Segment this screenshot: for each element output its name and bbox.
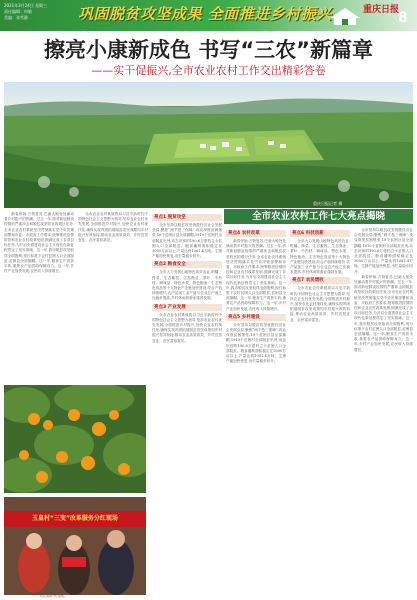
- header-banner-bar: [0, 0, 417, 31]
- paragraph: 全市农业农村系统将以习近平新时代中国特色社会主义思想为指导,坚持农业农村优先发展,全面推进乡村振兴,加快农业农村现代化,确保实现巩固拓展脱贫攻坚成果同乡村振兴有效衔接,推动农业高质高效、乡村宜居宜业、农民富裕富足。: [152, 312, 222, 343]
- paragraph: 新春伊始,万物复苏,巴渝大地处处涌动着乡村振兴的热潮。过去一年,面对新冠肺炎疫情的严重冲击和脱贫攻坚收官的艰巨任务,全市农业农村系统坚决贯彻落实党中央决策部署和市委、市政府工作要求,统筹推进疫情防控和农业农村改革发展,圆满完成了各项目标任务,为开启全面建设社会主义现代化新征程奠定了坚实基础。这一年,我市脱贫攻坚取得全面胜利,现行标准下农村贫困人口全部脱贫,贫困县全部摘帽。这一年,粮食生产再获丰收,重要农产品供给保障有力。这一年,乡村产业加快发展,农民收入持续增长。: [226, 239, 286, 311]
- paragraph: 全市坚持以脱贫攻坚统揽经济社会发展全局,聚焦“两不愁三保障”,攻克深度贫困堡垒,18个贫困区县全部摘帽,1919个贫困村全部脱贫出列,动态识别的190.6万建档立卡贫困人口全部脱贫。粮食播种面积稳定在3000万亩以上,产量达到1081.4万吨。生猪产能加快恢复,出栏量稳步回升。: [152, 223, 222, 259]
- paragraph: 全市坚持以脱贫攻坚统揽经济社会发展全局,聚焦“两不愁三保障”,攻克深度贫困堡垒,18个贫困区县全部摘帽,1919个贫困村全部脱贫出列,动态识别的190.6万建档立卡贫困人口全部脱贫。粮食播种面积稳定在3000万亩以上,产量达到1081.4万吨。生猪产能加快恢复,出栏量稳步回升。: [354, 228, 413, 274]
- section-head: 亮点3 产业发展: [152, 304, 222, 311]
- dividend-banner-text: 玉皇村“三变”改革服务分红现场: [32, 515, 118, 522]
- section-head: 亮点1 脱贫攻坚: [152, 214, 222, 221]
- meta-line: 责任编辑：何敏: [4, 9, 32, 14]
- section-head: 亮点5 乡村建设: [226, 314, 286, 321]
- article-subtitle: ——实干促振兴,全市农业农村工作交出精彩答卷: [91, 64, 326, 77]
- page-number: 8: [398, 10, 408, 26]
- section-head: 亮点7 农民增收: [290, 277, 350, 284]
- paragraph: 全市农业农村系统将以习近平新时代中国特色社会主义思想为指导,坚持农业农村优先发展,全面推进乡村振兴,加快农业农村现代化,确保实现巩固拓展脱贫攻坚成果同乡村振兴有效衔接,推动农业高质高效、乡村宜居宜业、农民富裕富足。: [290, 286, 350, 322]
- paragraph: 全市农业农村系统将以习近平新时代中国特色社会主义思想为指导,坚持农业农村优先发展,全面推进乡村振兴,加快农业农村现代化,确保实现巩固拓展脱贫攻坚成果同乡村振兴有效衔接,推动农业高质高效、乡村宜居宜业、农民富裕富足。: [78, 212, 148, 243]
- paragraph: 全市大力发展山地特色高效农业,柑橘、榨菜、生态畜牧、生态渔业、茶叶、中药材、调味品、特色水果、特色粮油、生态特色食品等十大特色产业链加快建设,综合产值持续增长,农产品加工业产值与农业总产值之比稳步提高,乡村休闲旅游业蓬勃发展。: [152, 270, 222, 301]
- body-column-3: [152, 212, 222, 595]
- paragraph: 新春伊始,万物复苏,巴渝大地处处涌动着乡村振兴的热潮。过去一年,面对新冠肺炎疫情的严重冲击和脱贫攻坚收官的艰巨任务,全市农业农村系统坚决贯彻落实党中央决策部署和市委、市政府工作要求,统筹推进疫情防控和农业农村改革发展,圆满完成了各项目标任务,为开启全面建设社会主义现代化新征程奠定了坚实基础。这一年,我市脱贫攻坚取得全面胜利,现行标准下农村贫困人口全部脱贫,贫困县全部摘帽。这一年,粮食生产再获丰收,重要农产品供给保障有力。这一年,乡村产业加快发展,农民收入持续增长。: [354, 274, 413, 352]
- meta-line: 2021年3月24日 星期三: [4, 3, 48, 8]
- house-logo-icon: [328, 6, 362, 26]
- paragraph: 新春伊始,万物复苏,巴渝大地处处涌动着乡村振兴的热潮。过去一年,面对新冠肺炎疫情的严重冲击和脱贫攻坚收官的艰巨任务,全市农业农村系统坚决贯彻落实党中央决策部署和市委、市政府工作要求,统筹推进疫情防控和农业农村改革发展,圆满完成了各项目标任务,为开启全面建设社会主义现代化新征程奠定了坚实基础。这一年,我市脱贫攻坚取得全面胜利,现行标准下农村贫困人口全部脱贫,贫困县全部摘帽。这一年,粮食生产再获丰收,重要农产品供给保障有力。这一年,乡村产业加快发展,农民收入持续增长。: [4, 212, 74, 274]
- village-landscape-photo: [4, 82, 413, 208]
- orange-harvest-photo: [4, 385, 146, 493]
- section-head: 亮点4 农村改革: [226, 230, 286, 237]
- section-banner: 巩固脱贫攻坚成果 全面推进乡村振兴: [78, 5, 332, 23]
- section-head: 亮点2 粮食安全: [152, 261, 222, 268]
- village-dividend-photo: [4, 497, 146, 595]
- meta-line: 美编：张雪静: [4, 15, 28, 20]
- body-column-2: [78, 212, 148, 382]
- article-headline: 擦亮小康新成色 书写“三农”新篇章: [44, 38, 373, 62]
- paragraph: 全市大力发展山地特色高效农业,柑橘、榨菜、生态畜牧、生态渔业、茶叶、中药材、调味品、特色水果、特色粮油、生态特色食品等十大特色产业链加快建设,综合产值持续增长,农产品加工业产值与农业总产值之比稳步提高,乡村休闲旅游业蓬勃发展。: [290, 239, 350, 275]
- body-column-5: [290, 228, 350, 595]
- market-photo-caption: 村民领取分红现场。: [40, 594, 68, 598]
- section-highlights-band: 全市农业农村工作七大亮点揭晓: [224, 209, 413, 224]
- body-column-4: [226, 228, 286, 595]
- section-head: 亮点6 科技创新: [290, 230, 350, 237]
- issue-meta: [4, 3, 74, 21]
- body-column-1: [4, 212, 74, 382]
- body-column-6: [354, 228, 413, 595]
- main-photo-caption: 重庆日报记者 摄: [313, 201, 343, 206]
- orange-photo-caption: 果农采收柑橘。: [100, 488, 126, 492]
- paragraph: 全市坚持以脱贫攻坚统揽经济社会发展全局,聚焦“两不愁三保障”,攻克深度贫困堡垒,18个贫困区县全部摘帽,1919个贫困村全部脱贫出列,动态识别的190.6万建档立卡贫困人口全部脱贫。粮食播种面积稳定在3000万亩以上,产量达到1081.4万吨。生猪产能加快恢复,出栏量稳步回升。: [226, 322, 286, 364]
- newspaper-name: 重庆日报: [363, 5, 400, 15]
